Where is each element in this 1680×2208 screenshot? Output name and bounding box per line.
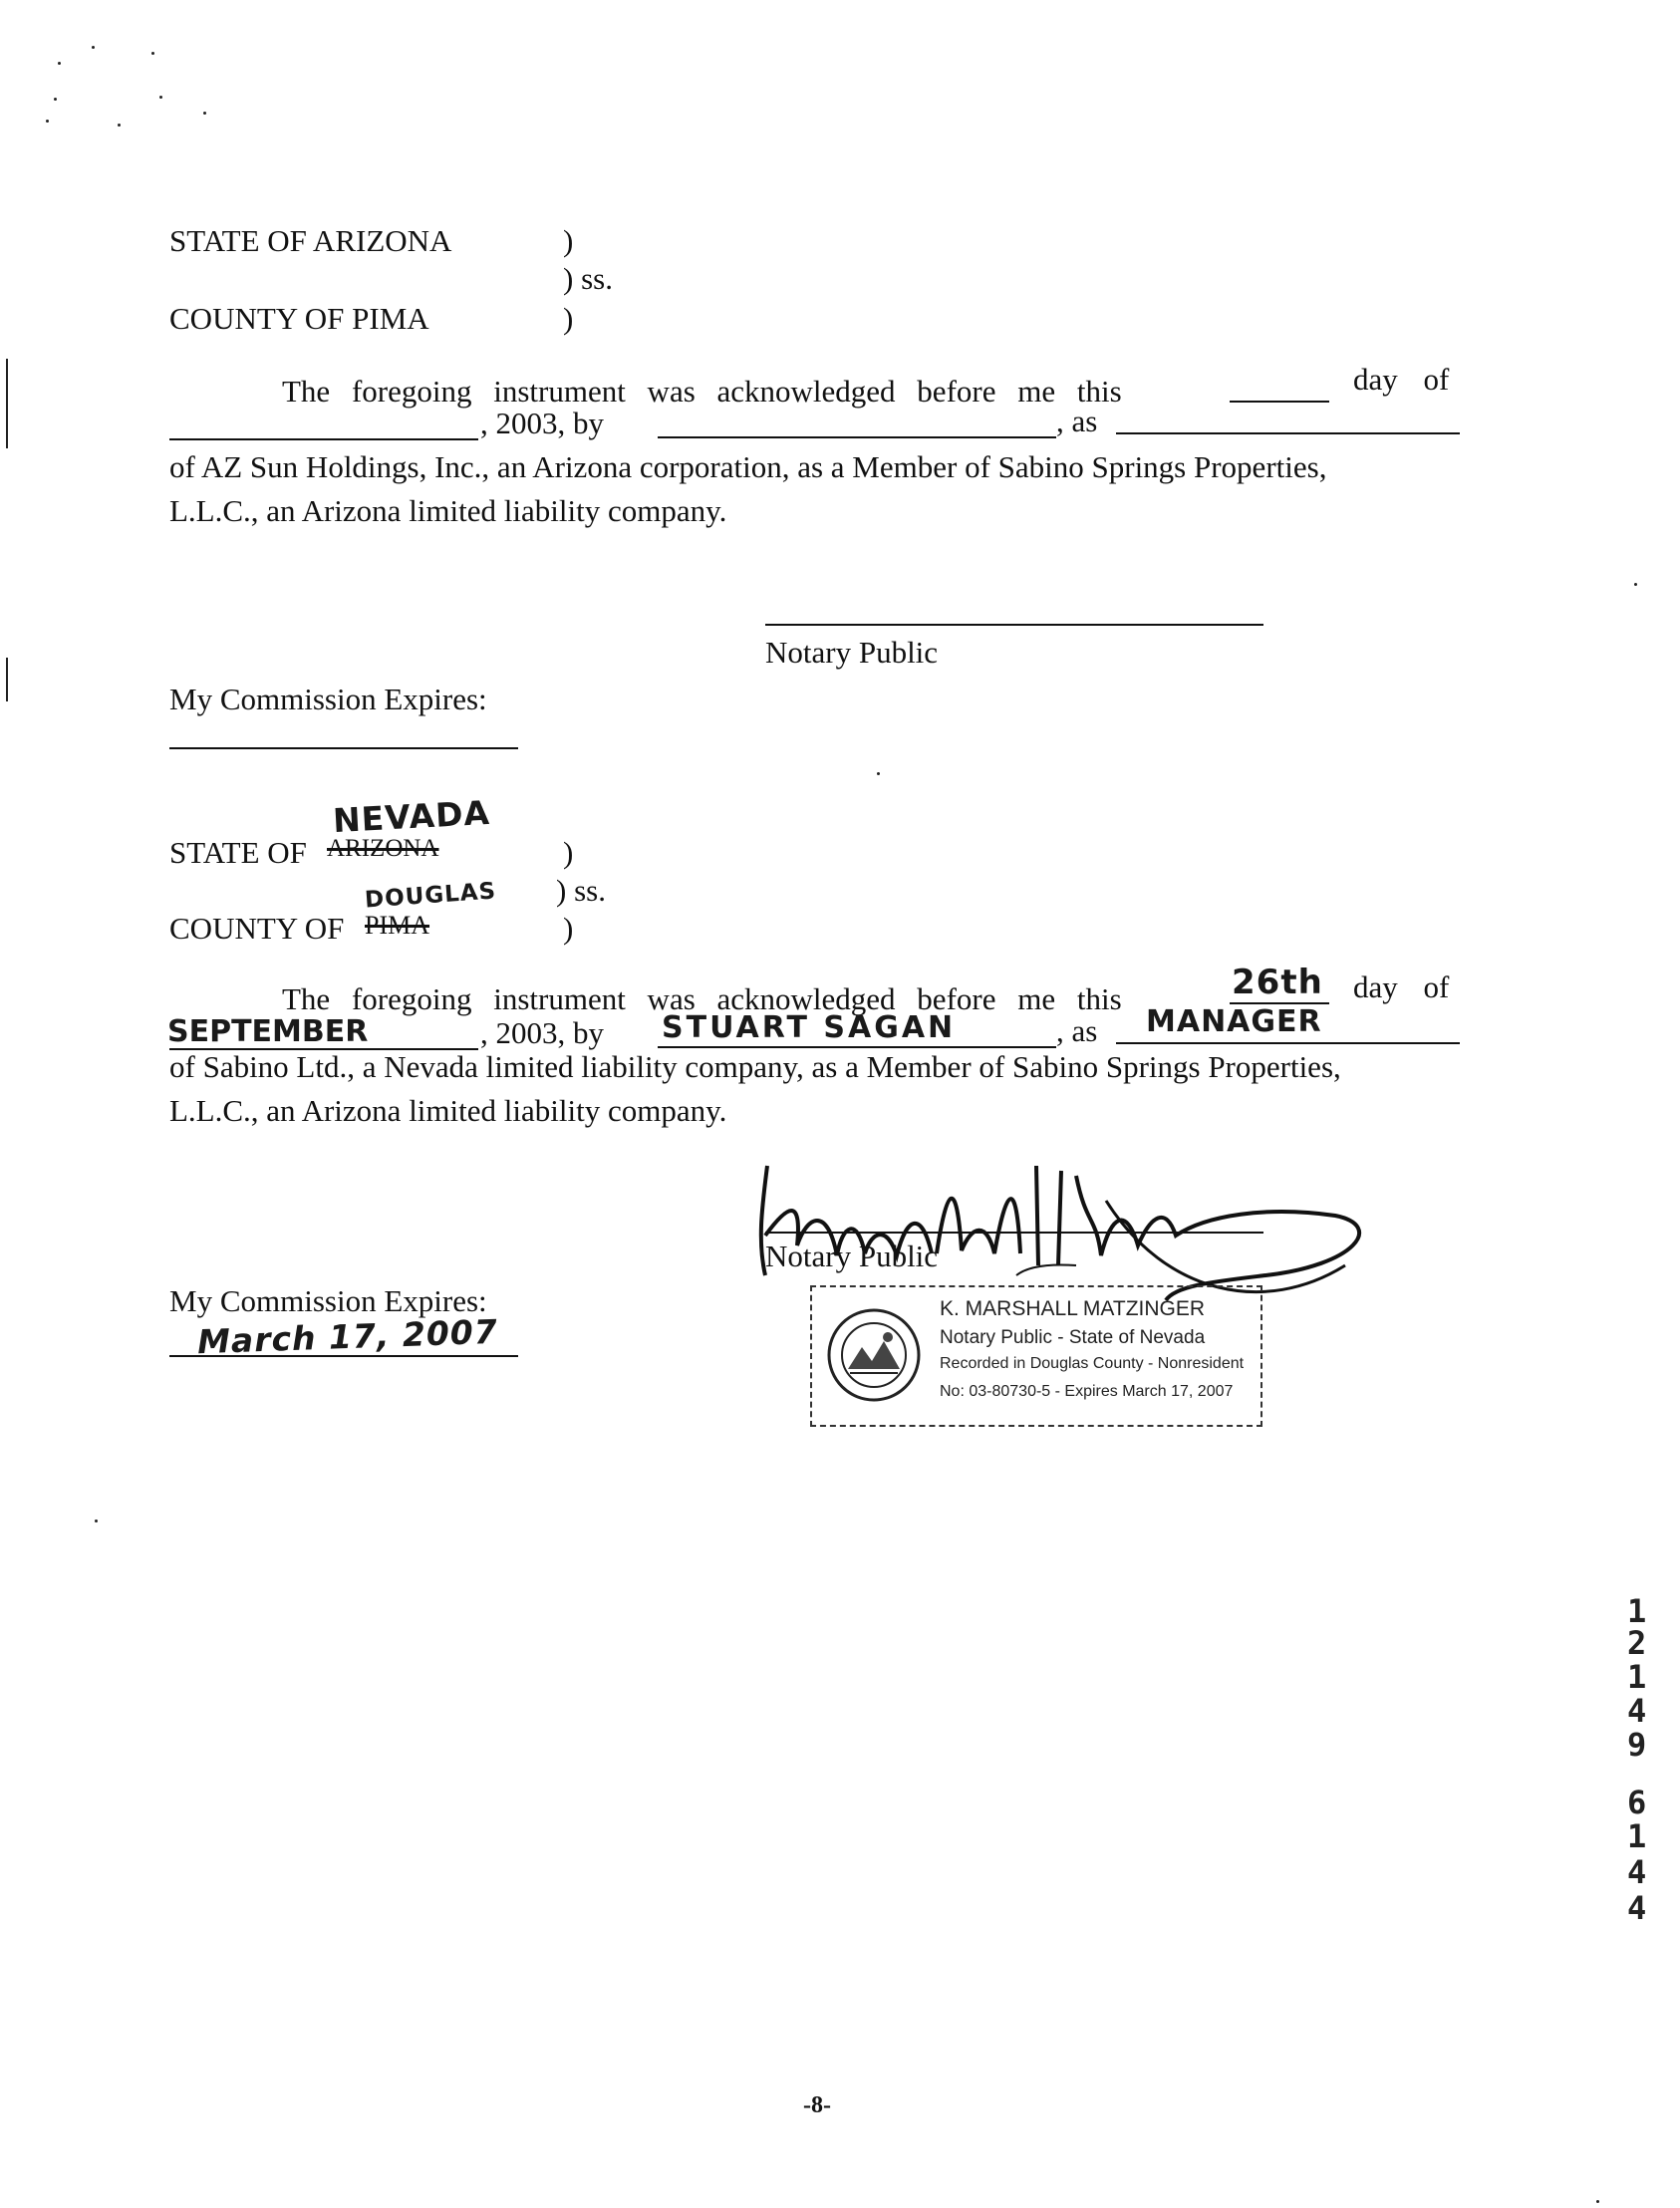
acknowledgment-text-line1: The foregoing instrument was acknowledged before me this [282, 374, 1122, 409]
notary-stamp [810, 1285, 1262, 1427]
state-prefix: STATE OF [169, 835, 307, 870]
year-by-label: , 2003, by [480, 1015, 604, 1050]
margin-digit: 1 [1627, 1817, 1647, 1855]
county-handwritten: DOUGLAS [364, 878, 497, 914]
margin-digit: 1 [1627, 1592, 1647, 1630]
as-label: , as [1056, 1013, 1098, 1048]
signer-name-handwritten: STUART SAGAN [662, 1010, 957, 1045]
county-line: COUNTY OF PIMA [169, 301, 429, 336]
margin-digit: 1 [1627, 1658, 1647, 1696]
margin-digit: 9 [1627, 1726, 1647, 1764]
commission-expires-label: My Commission Expires: [169, 682, 487, 716]
stamp-notary-title: Notary Public - State of Nevada [940, 1327, 1206, 1348]
scan-margin-mark [6, 658, 8, 701]
page-number: -8- [803, 2092, 831, 2118]
venue-paren: ) [563, 911, 574, 946]
state-line: STATE OF ARIZONA [169, 223, 452, 258]
signer-title-blank [1116, 432, 1460, 434]
as-label: , as [1056, 404, 1098, 438]
notary-public-label: Notary Public [765, 635, 939, 670]
day-of-label: day of [1353, 969, 1450, 1004]
acknowledgment-text-line3: of AZ Sun Holdings, Inc., an Arizona corporation, as a Member of Sabino Springs Properties, [169, 449, 1327, 484]
margin-digit: 4 [1627, 1889, 1647, 1927]
commission-expires-label: My Commission Expires: [169, 1283, 487, 1318]
month-blank [169, 438, 478, 440]
day-handwritten: 26th [1232, 963, 1323, 1002]
venue-paren: ) [563, 223, 574, 258]
commission-expires-blank [169, 747, 518, 749]
venue-ss: ) ss. [563, 261, 613, 296]
acknowledgment-text-line3: of Sabino Ltd., a Nevada limited liability company, as a Member of Sabino Springs Properties, [169, 1049, 1341, 1084]
month-handwritten: SEPTEMBER [167, 1014, 369, 1049]
stamp-recorded-in: Recorded in Douglas County - Nonresident [940, 1355, 1245, 1372]
margin-digit: 4 [1627, 1853, 1647, 1891]
acknowledgment-text-line4: L.L.C., an Arizona limited liability company. [169, 493, 727, 528]
scan-margin-mark [6, 359, 8, 448]
notary-signature-line [765, 624, 1263, 626]
notary-signature-scribble [747, 1146, 1385, 1305]
state-struck-text: ARIZONA [327, 835, 439, 862]
signer-name-blank [658, 436, 1056, 438]
commission-expires-blank [169, 1355, 518, 1357]
stamp-notary-name: K. MARSHALL MATZINGER [940, 1297, 1206, 1320]
margin-digit: 2 [1627, 1624, 1647, 1662]
commission-expires-handwritten: March 17, 2007 [196, 1311, 499, 1362]
margin-digit: 6 [1627, 1784, 1647, 1821]
day-blank [1230, 401, 1329, 403]
county-struck-text: PIMA [365, 911, 430, 940]
stamp-number-expiry: No: 03-80730-5 - Expires March 17, 2007 [940, 1383, 1234, 1400]
margin-digit: 4 [1627, 1692, 1647, 1730]
venue-ss: ) ss. [556, 873, 606, 908]
nevada-state-seal-icon [826, 1307, 922, 1403]
county-prefix: COUNTY OF [169, 911, 345, 946]
signer-title-handwritten: MANAGER [1146, 1004, 1322, 1039]
venue-paren: ) [563, 301, 574, 336]
notary-public-label: Notary Public [765, 1239, 939, 1273]
state-handwritten: NEVADA [332, 792, 491, 841]
acknowledgment-text-line1: The foregoing instrument was acknowledged before me this [282, 981, 1122, 1016]
venue-paren: ) [563, 835, 574, 870]
day-of-label: day of [1353, 362, 1450, 397]
notary-signature-line [765, 1232, 1263, 1234]
acknowledgment-text-line4: L.L.C., an Arizona limited liability company. [169, 1093, 727, 1128]
year-by-label: , 2003, by [480, 406, 604, 440]
